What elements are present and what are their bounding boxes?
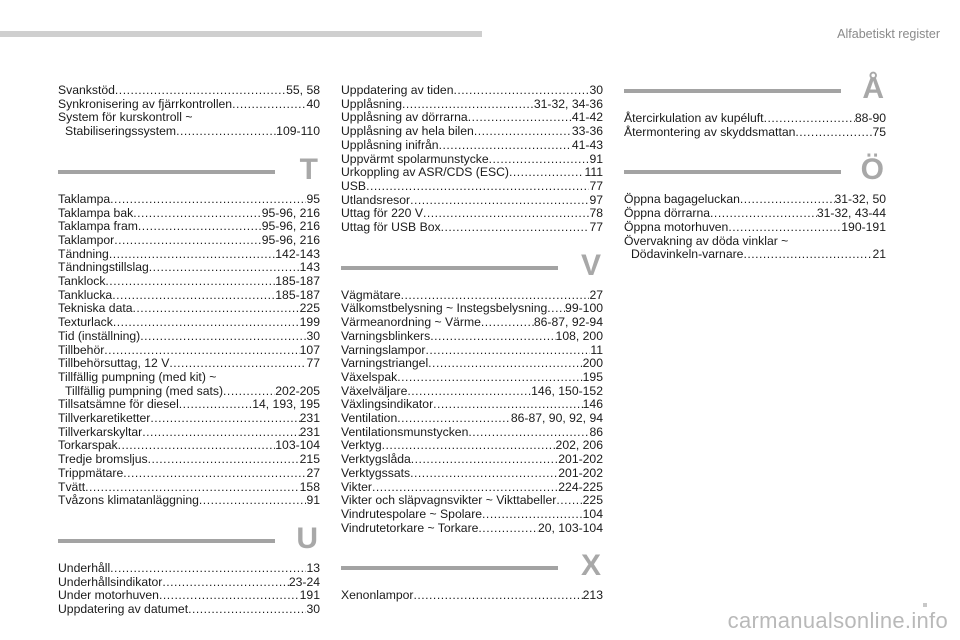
index-entry [341, 180, 603, 194]
entry-pages: 55, 58 [286, 83, 320, 97]
index-entry [341, 84, 603, 98]
entry-term: Urkoppling av ASR/CDS (ESC) [341, 165, 509, 180]
entry-term: Taklampa fram [58, 219, 138, 234]
dot-leader [407, 385, 531, 399]
index-entry [341, 111, 603, 125]
section-header [58, 151, 320, 191]
index-entry [58, 84, 320, 98]
index-entry [58, 385, 320, 399]
section-header [624, 151, 886, 191]
index-entry [341, 371, 603, 385]
entry-term: Under motorhuven [58, 588, 159, 603]
entry-term: Varningsblinkers [341, 328, 431, 343]
entry-term: Öppna motorhuven [624, 219, 729, 234]
index-entry [341, 207, 603, 221]
dot-leader [109, 248, 275, 262]
index-column-1 [58, 84, 320, 617]
entry-pages: 231 [299, 411, 320, 426]
dot-leader [478, 522, 538, 536]
entry-pages: 27 [306, 465, 320, 480]
entry-pages: 31-32, 34-36 [533, 96, 603, 111]
entry-term: Tid (inställning) [58, 328, 141, 343]
entry-term: Tillbehör [58, 342, 105, 357]
entry-pages: 143 [299, 260, 320, 275]
entry-pages: 31-32, 50 [834, 192, 886, 207]
dot-leader [149, 261, 300, 275]
entry-term: Vägmätare [341, 287, 401, 302]
entry-pages: 30 [589, 83, 603, 97]
entry-term: Upplåsning av dörrarna [341, 110, 468, 125]
entry-term: Växelspak [341, 369, 398, 384]
index-entry [341, 589, 603, 603]
entry-pages: 78 [589, 206, 603, 221]
page-header-title: Alfabetiskt register [837, 27, 940, 41]
section-rule [341, 566, 558, 570]
index-entry [341, 302, 603, 316]
entry-pages: 86 [589, 424, 603, 439]
index-entry [624, 207, 886, 221]
entry-pages: 77 [589, 178, 603, 193]
index-entry [624, 221, 886, 235]
section-letter: T [299, 152, 318, 186]
dot-leader [397, 412, 511, 426]
entry-pages: 213 [582, 588, 603, 603]
dot-leader [159, 589, 300, 603]
index-entry [58, 316, 320, 330]
entry-term: Vindrutespolare ~ Spolare [341, 506, 483, 521]
dot-leader [489, 153, 590, 167]
index-entry [341, 316, 603, 330]
entry-term: Växelväljare [341, 383, 408, 398]
index-entry [341, 453, 603, 467]
entry-pages: 95-96, 216 [261, 219, 320, 234]
index-entry [341, 139, 603, 153]
index-column-3 [624, 72, 886, 262]
entry-term: Uppdatering av datumet [58, 602, 189, 617]
dot-leader [430, 330, 555, 344]
dot-leader [482, 508, 583, 522]
index-entry [341, 330, 603, 344]
entry-pages: 103-104 [275, 438, 320, 453]
entry-term: Underhåll [58, 560, 111, 575]
dot-leader [223, 385, 275, 399]
dot-leader [710, 207, 817, 221]
entry-term: Tillverkaretiketter [58, 411, 151, 426]
index-entry [341, 125, 603, 139]
dot-leader [179, 398, 252, 412]
index-entry [58, 248, 320, 262]
index-entry [58, 426, 320, 440]
entry-term: Uppvärmt spolarmunstycke [341, 151, 489, 166]
entry-pages: 33-36 [571, 124, 603, 139]
entry-term: Svankstöd [58, 83, 115, 97]
entry-pages: 224-225 [558, 479, 603, 494]
dot-leader [433, 398, 583, 412]
entry-term: Tekniska data [58, 301, 133, 316]
entry-term: USB [341, 178, 367, 193]
entry-term: Uttag för 220 V [341, 206, 423, 221]
entry-pages: 99-100 [565, 301, 603, 316]
entry-term: Tvätt [58, 479, 86, 494]
index-entry [341, 344, 603, 358]
entry-term: Upplåsning inifrån [341, 137, 439, 152]
entry-pages: 215 [299, 452, 320, 467]
dot-leader [397, 371, 582, 385]
entry-term: Tillsatsämne för diesel [58, 397, 179, 412]
entry-term: Xenonlampor [341, 588, 414, 603]
entry-pages: 30 [306, 602, 320, 617]
entry-term: Tillfällig pumpning (med kit) ~ [58, 369, 217, 384]
entry-pages: 13 [306, 560, 320, 575]
entry-pages: 27 [589, 287, 603, 302]
dot-leader [423, 207, 589, 221]
entry-pages: 104 [582, 506, 603, 521]
header-rule [0, 31, 482, 37]
dot-leader [118, 439, 276, 453]
entry-pages: 146 [582, 397, 603, 412]
index-entry [624, 193, 886, 207]
dot-leader [199, 494, 307, 508]
dot-leader [366, 180, 589, 194]
entry-pages: 111 [584, 165, 603, 180]
entry-term: Öppna dörrarna [624, 206, 711, 221]
dot-leader [740, 193, 835, 207]
dot-leader [110, 193, 306, 207]
index-entry [341, 494, 603, 508]
entry-term: Öppna bagageluckan [624, 192, 740, 207]
index-entry [341, 194, 603, 208]
index-entry [58, 398, 320, 412]
entry-term: System för kurskontroll ~ [58, 110, 193, 125]
index-entry [58, 275, 320, 289]
entry-term: Dödavinkeln-varnare [631, 247, 744, 262]
entry-pages: 200 [582, 356, 603, 371]
entry-term: Taklampa bak [58, 205, 134, 220]
index-column-2 [341, 84, 603, 603]
entry-term: Uttag för USB Box [341, 220, 441, 235]
entry-pages: 202-205 [275, 383, 320, 398]
entry-term: Återmontering av skyddsmattan [624, 124, 796, 139]
entry-term: Stabiliseringssystem [65, 124, 177, 139]
section-rule [624, 89, 841, 93]
entry-pages: 202, 206 [555, 438, 603, 453]
dot-leader [441, 221, 590, 235]
entry-pages: 146, 150-152 [531, 383, 603, 398]
dot-leader [133, 207, 262, 221]
dot-leader [439, 139, 572, 153]
entry-term: Upplåsning [341, 96, 402, 111]
entry-pages: 91 [589, 151, 603, 166]
entry-term: Varningslampor [341, 342, 426, 357]
dot-leader [85, 481, 300, 495]
dot-leader [115, 84, 286, 98]
entry-pages: 195 [582, 369, 603, 384]
dot-leader [410, 467, 558, 481]
index-entry [58, 412, 320, 426]
index-entry [341, 439, 603, 453]
index-entry [58, 357, 320, 371]
index-entry [341, 412, 603, 426]
section-header [58, 520, 320, 560]
index-entry [58, 371, 320, 385]
entry-pages: 107 [299, 342, 320, 357]
index-entry [58, 220, 320, 234]
entry-term: Verktygssats [341, 465, 411, 480]
index-entry [341, 385, 603, 399]
index-entry [58, 481, 320, 495]
dot-leader [104, 344, 299, 358]
entry-term: Torkarspak [58, 438, 118, 453]
index-entry [341, 508, 603, 522]
entry-pages: 185-187 [275, 287, 320, 302]
entry-pages: 225 [299, 301, 320, 316]
entry-pages: 108, 200 [555, 328, 603, 343]
entry-term: Upplåsning av hela bilen [341, 124, 474, 139]
entry-pages: 21 [872, 247, 886, 262]
entry-term: Tredje bromsljus [58, 452, 148, 467]
entry-term: Tvåzons klimatanläggning [58, 493, 199, 508]
entry-term: Trippmätare [58, 465, 124, 480]
dot-leader [169, 357, 306, 371]
index-entry [58, 453, 320, 467]
index-entry [58, 330, 320, 344]
entry-pages: 11 [590, 342, 603, 357]
entry-pages: 231 [299, 424, 320, 439]
entry-term: Varningstriangel [341, 356, 429, 371]
index-entry [58, 111, 320, 125]
dot-leader [453, 84, 589, 98]
entry-pages: 201-202 [558, 465, 603, 480]
entry-term: Underhållsindikator [58, 574, 163, 589]
entry-pages: 86-87, 90, 92, 94 [510, 411, 603, 426]
entry-pages: 41-43 [571, 137, 603, 152]
entry-pages: 77 [589, 220, 603, 235]
entry-pages: 158 [299, 479, 320, 494]
entry-pages: 190-191 [841, 219, 886, 234]
entry-pages: 88-90 [854, 111, 886, 125]
section-letter: U [296, 521, 318, 555]
dot-leader [414, 589, 583, 603]
dot-leader [474, 125, 572, 139]
section-letter: X [580, 549, 601, 583]
section-rule [58, 170, 275, 174]
entry-pages: 225 [582, 493, 603, 508]
entry-term: Texturlack [58, 315, 113, 330]
dot-leader [148, 453, 300, 467]
index-entry [58, 207, 320, 221]
dot-leader [547, 302, 565, 316]
index-entry [58, 193, 320, 207]
entry-term: Verktyg [341, 438, 382, 453]
index-entry [58, 439, 320, 453]
entry-term: Tanklucka [58, 287, 113, 302]
entry-pages: 95 [306, 191, 320, 206]
entry-term: Taklampa [58, 191, 111, 206]
dot-leader [232, 98, 306, 112]
index-entry [58, 344, 320, 358]
section-header [624, 70, 886, 110]
dot-leader [372, 481, 558, 495]
entry-pages: 97 [589, 192, 603, 207]
index-entry [341, 522, 603, 536]
entry-term: Växlingsindikator [341, 397, 434, 412]
dot-leader [411, 453, 558, 467]
entry-pages: 201-202 [558, 452, 603, 467]
entry-term: Ventilationsmunstycken [341, 424, 469, 439]
entry-pages: 109-110 [276, 124, 320, 139]
entry-term: Vikter [341, 479, 372, 494]
entry-pages: 91 [306, 493, 320, 508]
dot-leader [764, 112, 855, 126]
dot-leader [743, 248, 872, 262]
entry-term: Utlandsresor [341, 192, 411, 207]
entry-term: Tändning [58, 246, 109, 261]
index-entry [341, 221, 603, 235]
dot-leader [114, 234, 262, 248]
dot-leader [113, 316, 300, 330]
index-entry [624, 126, 886, 140]
dot-leader [105, 275, 275, 289]
index-entry [58, 98, 320, 112]
dot-leader [509, 166, 584, 180]
entry-term: Övervakning av döda vinklar ~ [624, 233, 789, 248]
index-entry [58, 576, 320, 590]
dot-leader [142, 426, 299, 440]
index-entry [341, 398, 603, 412]
section-letter: Å [862, 72, 884, 105]
entry-term: Vindrutetorkare ~ Torkare [341, 520, 479, 535]
entry-term: Tillverkarskyltar [58, 424, 143, 439]
entry-term: Tillfällig pumpning (med sats) [65, 383, 224, 398]
entry-pages: 95-96, 216 [261, 232, 320, 247]
dot-leader [410, 194, 589, 208]
entry-term: Tanklock [58, 274, 106, 289]
index-entry [624, 235, 886, 249]
page-dot-marker [923, 603, 927, 607]
dot-leader [468, 426, 589, 440]
index-entry [58, 302, 320, 316]
dot-leader [481, 316, 534, 330]
entry-pages: 95-96, 216 [261, 205, 320, 220]
entry-pages: 14, 193, 195 [252, 397, 320, 412]
entry-pages: 20, 103-104 [537, 520, 603, 535]
index-entry [341, 426, 603, 440]
dot-leader [556, 494, 582, 508]
dot-leader [150, 412, 299, 426]
dot-leader [123, 467, 306, 481]
index-entry [341, 289, 603, 303]
entry-term: Taklampor [58, 232, 115, 247]
entry-term: Vikter och släpvagnsvikter ~ Vikttabeller [341, 493, 557, 508]
dot-leader [188, 603, 306, 617]
entry-pages: 31-32, 43-44 [816, 206, 886, 221]
entry-pages: 23-24 [288, 574, 320, 589]
entry-term: Uppdatering av tiden [341, 83, 454, 97]
entry-pages: 30 [306, 328, 320, 343]
index-entry [58, 234, 320, 248]
dot-leader [795, 126, 872, 140]
index-entry [624, 112, 886, 126]
section-letter: Ö [860, 153, 884, 187]
index-entry [341, 481, 603, 495]
index-entry [624, 248, 886, 262]
entry-pages: 185-187 [275, 274, 320, 289]
entry-term: Värmeanordning ~ Värme [341, 315, 481, 330]
section-header [341, 247, 603, 287]
index-entry [58, 562, 320, 576]
index-entry [58, 125, 320, 139]
index-entry [341, 166, 603, 180]
entry-pages: 77 [306, 356, 320, 371]
entry-pages: 142-143 [275, 246, 320, 261]
section-rule [341, 266, 558, 270]
dot-leader [382, 439, 556, 453]
watermark: carmanualsonline.info [727, 608, 948, 633]
index-entry [58, 467, 320, 481]
entry-pages: 199 [299, 315, 320, 330]
entry-term: Verktygslåda [341, 452, 411, 467]
entry-term: Synkronisering av fjärrkontrollen [58, 96, 233, 111]
dot-leader [112, 289, 275, 303]
index-entry [341, 153, 603, 167]
dot-leader [133, 302, 300, 316]
dot-leader [425, 344, 590, 358]
index-entry [58, 494, 320, 508]
entry-pages: 191 [299, 588, 320, 603]
entry-term: Ventilation [341, 411, 398, 426]
entry-term: Återcirkulation av kupéluft [624, 111, 764, 125]
entry-pages: 75 [872, 124, 886, 139]
index-entry [341, 467, 603, 481]
dot-leader [176, 125, 276, 139]
dot-leader [140, 330, 306, 344]
dot-leader [138, 220, 262, 234]
entry-pages: 40 [306, 96, 320, 111]
index-entry [341, 357, 603, 371]
index-entry [58, 261, 320, 275]
section-rule [624, 170, 841, 174]
entry-pages: 86-87, 92-94 [533, 315, 603, 330]
index-entry [58, 603, 320, 617]
index-entry [58, 589, 320, 603]
section-rule [58, 539, 275, 543]
entry-pages: 41-42 [571, 110, 603, 125]
dot-leader [162, 576, 289, 590]
index-entry [341, 98, 603, 112]
section-header [341, 547, 603, 587]
section-letter: V [580, 248, 601, 282]
dot-leader [728, 221, 841, 235]
entry-term: Tillbehörsuttag, 12 V [58, 356, 170, 371]
dot-leader [428, 357, 582, 371]
entry-term: Välkomstbelysning ~ Instegsbelysning [341, 301, 548, 316]
dot-leader [110, 562, 306, 576]
dot-leader [401, 289, 590, 303]
dot-leader [402, 98, 534, 112]
dot-leader [468, 111, 572, 125]
entry-term: Tändningstillslag [58, 260, 149, 275]
index-entry [58, 289, 320, 303]
